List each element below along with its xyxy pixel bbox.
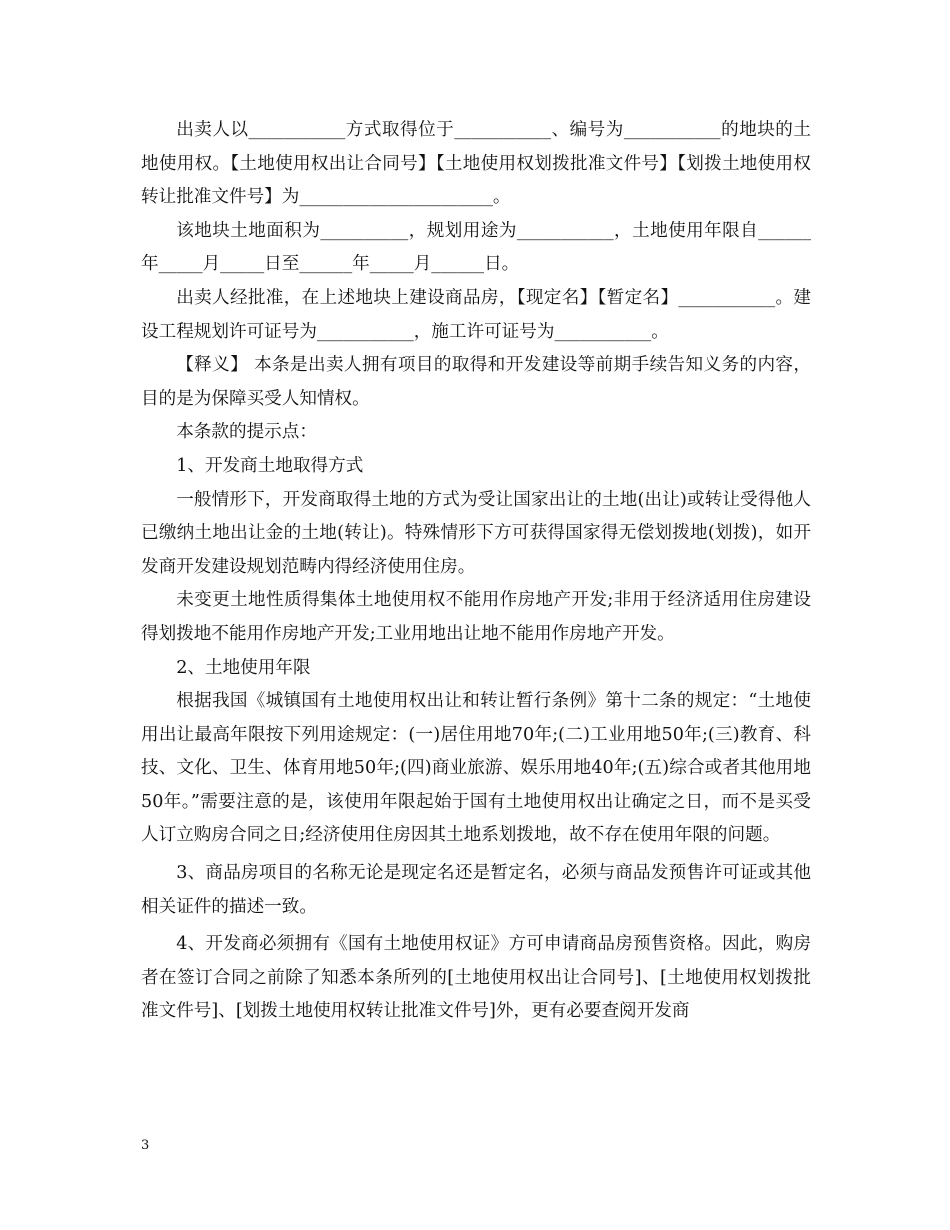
paragraph-land-area: 该地块土地面积为__________，规划用途为___________，土地使用年限自______年_____月_____日至______年_____月______日。 [141,220,811,275]
paragraph-land-acquisition: 出卖人以___________方式取得位于___________、编号为___________的地块的土地使用权。【土地使用权出让合同号】【土地使用权划拨批准文件号】【划拨土地使用权转让批准文件号】为______________________。 [141,120,811,208]
paragraph-land-restrictions: 未变更土地性质得集体土地使用权不能用作房地产开发;非用于经济适用住房建设得划拨地不能用作房地产开发;工业用地出让地不能用作房地产开发。 [141,590,811,644]
paragraph-acquisition-methods: 一般情形下，开发商取得土地的方式为受让国家出让的土地(出让)或转让受得他人已缴纳土地出让金的土地(转让)。特殊情形下方可获得国家得无偿划拨地(划拨)，如开发商开发建设规划范畴内得经济使用住房。 [141,489,811,577]
paragraph-construction-permit: 出卖人经批准，在上述地块上建设商品房，【现定名】【暂定名】___________。建设工程规划许可证号为___________，施工许可证号为___________。 [141,287,811,342]
document-body [141,114,811,1029]
paragraph-tips-heading: 本条款的提示点： [176,422,317,443]
section-heading-land-acquisition: 1、开发商土地取得方式 [176,455,364,476]
paragraph-presale-requirements: 4、开发商必须拥有《国有土地使用权证》方可申请商品房预售资格。因此，购房者在签订合同之前除了知悉本条所列的[土地使用权出让合同号]、[土地使用权划拨批准文件号]、[划拨土地使用权转让批准文件号]外，更有必要查阅开发商 [141,934,811,1022]
section-heading-land-term: 2、土地使用年限 [176,657,311,678]
page-number: 3 [141,1138,150,1153]
paragraph-interpretation: 【释义】 本条是出卖人拥有项目的取得和开发建设等前期手续告知义务的内容，目的是为保障买受人知情权。 [141,355,811,409]
paragraph-project-name: 3、商品房项目的名称无论是现定名还是暂定名，必须与商品发预售许可证或其他相关证件的描述一致。 [141,863,811,917]
paragraph-land-term-rules: 根据我国《城镇国有土地使用权出让和转让暂行条例》第十二条的规定：“土地使用出让最高年限按下列用途规定：(一)居住用地70年;(二)工业用地50年;(三)教育、科技、文化、卫生、体育用地50年;(四)商业旅游、娱乐用地40年;(五)综合或者其他用地50年。”需要注意的是，该使用年限起始于国有土地使用权出让确定之日，而不是买受人订立购房合同之日;经济使用住房因其土地系划拨地，故不存在使用年限的问题。 [141,691,811,846]
